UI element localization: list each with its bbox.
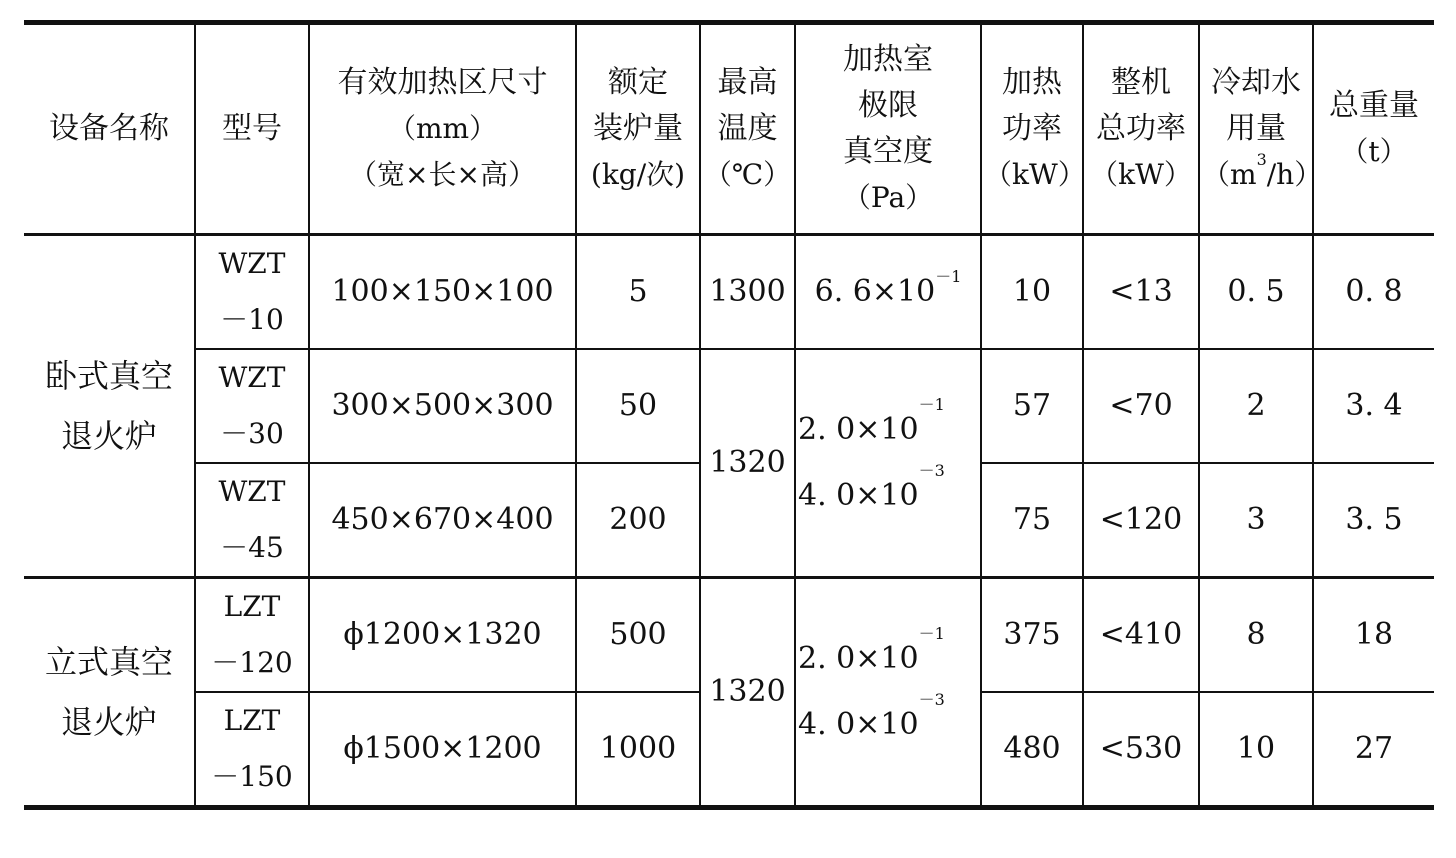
device-name-cell <box>24 578 195 808</box>
header-heat-power-line2: 功率 <box>1002 111 1062 146</box>
heat-power-cell: 75 <box>981 463 1083 578</box>
temp-cell: 1300 <box>700 235 795 350</box>
table-row <box>24 578 1434 693</box>
model-cell <box>195 578 309 693</box>
model-cell <box>195 463 309 578</box>
total-power-cell: <13 <box>1083 235 1199 350</box>
header-heat-power-line1: 加热 <box>1002 65 1062 100</box>
table-row <box>24 235 1434 350</box>
size-cell: 300×500×300 <box>309 349 576 463</box>
header-total-power-line3: （kW） <box>1090 158 1192 191</box>
model-cell <box>195 692 309 808</box>
header-cooling-water <box>1199 23 1323 235</box>
header-vacuum-line2: 极限 <box>858 88 918 123</box>
device-name-line2: 退火炉 <box>60 417 157 455</box>
vacuum-exp: －1 <box>918 624 945 643</box>
water-cell: 0. 5 <box>1199 235 1313 350</box>
vacuum-line1 <box>798 397 978 463</box>
header-vacuum-line3: 真空度 <box>843 134 933 169</box>
model-line1: WZT <box>218 475 286 508</box>
header-load-line2: 装炉量 <box>593 111 683 146</box>
header-cooling-water-line2: 用量 <box>1226 111 1286 146</box>
vacuum-exp: －3 <box>918 461 945 480</box>
table-row <box>24 349 1434 463</box>
spec-table-container <box>24 20 1434 810</box>
header-zone-size-line1: 有效加热区尺寸 <box>337 65 548 100</box>
model-cell <box>195 235 309 350</box>
vacuum-base: 2. 0×10 <box>798 412 919 447</box>
header-weight-line1: 总重量 <box>1329 88 1419 123</box>
header-vacuum <box>795 23 981 235</box>
temp-cell: 1320 <box>700 349 795 578</box>
size-cell: 100×150×100 <box>309 235 576 350</box>
device-name-line1: 卧式真空 <box>44 357 173 395</box>
device-name-line2: 退火炉 <box>60 703 157 741</box>
header-zone-size-line3: （宽×长×高） <box>349 158 536 191</box>
header-load-line1: 额定 <box>608 65 668 100</box>
header-total-power <box>1083 23 1199 235</box>
vacuum-base: 4. 0×10 <box>798 707 919 742</box>
header-device-name <box>24 23 195 235</box>
header-zone-size <box>309 23 576 235</box>
model-line1: WZT <box>218 247 286 280</box>
vacuum-exp: －1 <box>918 395 945 414</box>
annealing-furnace-spec-table <box>24 20 1434 810</box>
model-line2: －30 <box>220 417 284 450</box>
temp-cell: 1320 <box>700 578 795 808</box>
model-line2: －120 <box>211 646 293 679</box>
header-zone-size-line2: （mm） <box>387 112 498 145</box>
vacuum-line2 <box>798 463 978 529</box>
load-cell: 5 <box>576 235 700 350</box>
header-max-temp-line3: （℃） <box>703 158 792 191</box>
vacuum-base: 2. 0×10 <box>798 641 919 676</box>
water-cell: 2 <box>1199 349 1313 463</box>
header-max-temp <box>700 23 795 235</box>
water-cell: 3 <box>1199 463 1313 578</box>
header-weight <box>1313 23 1434 235</box>
size-cell: 450×670×400 <box>309 463 576 578</box>
header-load-line3: (kg/次) <box>590 158 686 191</box>
vacuum-base: 6. 6×10 <box>814 274 936 309</box>
vacuum-exp: －3 <box>918 690 945 709</box>
header-cooling-water-unit-rest: /h） <box>1266 158 1323 191</box>
weight-cell: 18 <box>1313 578 1434 693</box>
total-power-cell: <530 <box>1083 692 1199 808</box>
heat-power-cell: 57 <box>981 349 1083 463</box>
weight-cell: 0. 8 <box>1313 235 1434 350</box>
header-row <box>24 23 1434 235</box>
load-cell: 200 <box>576 463 700 578</box>
header-model <box>195 23 309 235</box>
vacuum-cell <box>795 349 981 578</box>
vacuum-line2 <box>798 692 978 758</box>
model-line2: －45 <box>220 531 284 564</box>
heat-power-cell: 10 <box>981 235 1083 350</box>
header-model-text: 型号 <box>222 111 282 146</box>
header-max-temp-line1: 最高 <box>717 65 778 100</box>
load-cell: 500 <box>576 578 700 693</box>
weight-cell: 3. 4 <box>1313 349 1434 463</box>
model-line1: LZT <box>223 590 281 623</box>
device-name-cell <box>24 235 195 578</box>
header-vacuum-line4: （Pa） <box>842 181 934 214</box>
header-device-name-text: 设备名称 <box>49 111 169 146</box>
vacuum-base: 4. 0×10 <box>798 478 919 513</box>
model-line1: LZT <box>223 704 281 737</box>
model-line2: －150 <box>211 760 293 793</box>
header-total-power-line1: 整机 <box>1111 65 1171 100</box>
header-heat-power-line3: （kW） <box>984 158 1086 191</box>
weight-cell: 3. 5 <box>1313 463 1434 578</box>
header-cooling-water-unit-base: （m <box>1202 158 1257 191</box>
water-cell: 8 <box>1199 578 1313 693</box>
model-line2: －10 <box>220 303 284 336</box>
vacuum-cell <box>795 578 981 808</box>
load-cell: 50 <box>576 349 700 463</box>
vacuum-exp: －1 <box>935 267 962 286</box>
heat-power-cell: 375 <box>981 578 1083 693</box>
total-power-cell: <120 <box>1083 463 1199 578</box>
size-cell: ϕ1500×1200 <box>309 692 576 808</box>
load-cell: 1000 <box>576 692 700 808</box>
device-name-line1: 立式真空 <box>44 643 173 681</box>
header-cooling-water-unit <box>1202 150 1323 198</box>
size-cell: ϕ1200×1320 <box>309 578 576 693</box>
model-line1: WZT <box>218 361 286 394</box>
header-load <box>576 23 700 235</box>
header-total-power-line2: 总功率 <box>1096 111 1186 146</box>
heat-power-cell: 480 <box>981 692 1083 808</box>
header-cooling-water-unit-exp: 3 <box>1256 150 1267 169</box>
total-power-cell: <70 <box>1083 349 1199 463</box>
model-cell <box>195 349 309 463</box>
total-power-cell: <410 <box>1083 578 1199 693</box>
header-vacuum-line1: 加热室 <box>843 42 933 77</box>
vacuum-cell <box>795 235 981 350</box>
header-cooling-water-line1: 冷却水 <box>1211 65 1301 100</box>
weight-cell: 27 <box>1313 692 1434 808</box>
header-weight-line2: （t） <box>1340 135 1408 168</box>
header-max-temp-line2: 温度 <box>717 111 778 146</box>
vacuum-line1 <box>798 626 978 692</box>
water-cell: 10 <box>1199 692 1313 808</box>
header-heat-power <box>981 23 1086 235</box>
